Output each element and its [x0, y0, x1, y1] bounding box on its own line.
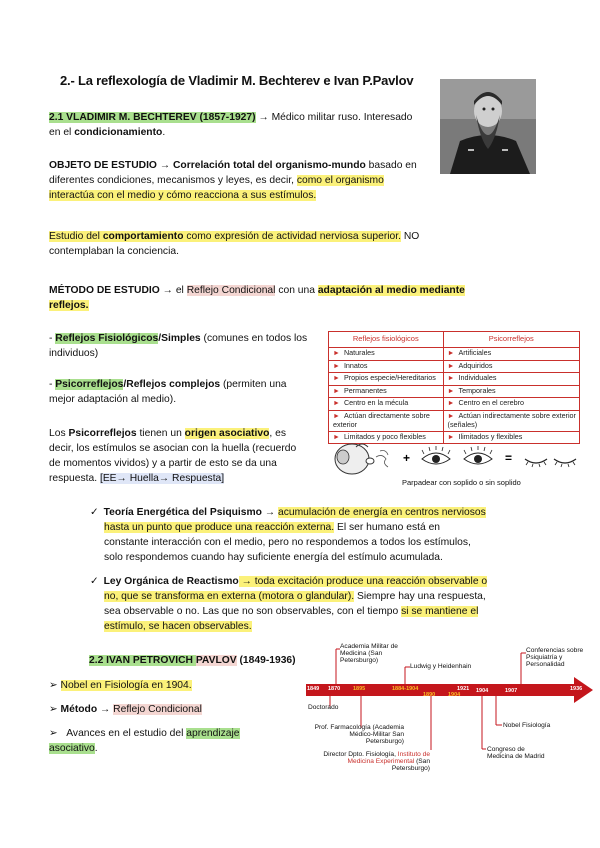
bechterev-portrait — [440, 79, 536, 174]
table-row — [329, 348, 580, 361]
timeline-year: 1904 — [448, 692, 461, 698]
timeline-prof: Prof. Farmacología (Academia Médico-Militar San Petersburgo) — [314, 724, 404, 746]
timeline-year: 1904 — [476, 688, 489, 694]
cell-psicorreflejo: ► Ilimitados y flexibles — [443, 431, 579, 444]
timeline-ludwig: Ludwig y Heidenhain — [410, 663, 472, 670]
table-row — [329, 398, 580, 411]
blink-illustration — [330, 437, 580, 489]
timeline-nobel: Nobel Fisiología — [503, 722, 551, 729]
bullet-arrow-icon: ➢ — [49, 728, 58, 739]
cell-psicorreflejo: ► Temporales — [443, 385, 579, 398]
illustration-caption: Parpadear con soplido o sin soplido — [402, 478, 521, 487]
pavlov-timeline — [306, 643, 594, 808]
origen-asociativo: Los Psicorreflejos tienen un origen asociativo, es decir, los estímulos se asocian con la huella (recuerdo de momentos vividos) y a partir de esto se da una respuesta. [EE→ Huella→ Respuesta] — [49, 428, 297, 484]
table-header-psicorreflejos: Psicorreflejos — [443, 332, 579, 348]
objeto-de-estudio: OBJETO DE ESTUDIO → Correlación total del organismo-mundo basado en diferentes condiciones, mecanismos y leyes, es decir, como el organismo interactúa con el medio y cómo reacciona a sus estímulos. — [49, 160, 417, 201]
cell-fisiologico: ► Centro en la mécula — [329, 398, 444, 411]
psicorreflejos: - Psicorreflejos/Reflejos complejos (permiten una mejor adaptación al medio). — [49, 379, 287, 405]
bullet-arrow-icon: ➢ — [49, 704, 58, 715]
table-row — [329, 385, 580, 398]
cell-psicorreflejo: ► Adquiridos — [443, 360, 579, 373]
comparison-table — [328, 331, 580, 444]
arrow-icon: ► — [447, 350, 455, 357]
arrow-icon: ► — [333, 412, 340, 420]
ley-organica-reactismo: ✓ Ley Orgánica de Reactismo → toda excitación produce una reacción observable o no, que se transforma en externa (motora o glandular). Siempre hay una respuesta, sea observable o no. Las que no son observables, con el tiempo si se mantiene el estímulo, se hacen observables. — [90, 576, 488, 632]
timeline-year: 1884-1904 — [392, 686, 419, 692]
table-row — [329, 360, 580, 373]
timeline-doctorado: Doctorado — [308, 704, 339, 711]
timeline-director: Director Dpto. Fisiología, Instituto de Medicina Experimental (San Petersburgo) — [323, 751, 430, 773]
reflex-drawing — [330, 437, 580, 479]
check-icon: ✓ — [90, 576, 99, 587]
timeline-year: 1936 — [570, 686, 583, 692]
plus-sign: + — [403, 451, 411, 465]
reflejos-fisiologicos: - Reflejos Fisiológicos/Simples (comunes en todos los individuos) — [49, 333, 308, 359]
table-row — [329, 410, 580, 431]
cell-psicorreflejo: ► Actúan indirectamente sobre exterior (señales) — [443, 410, 579, 431]
cell-psicorreflejo: ► Centro en el cerebro — [443, 398, 579, 411]
timeline-academia: Academia Militar de Medicina (San Petersburgo) — [340, 643, 398, 665]
table-header-fisiologicos: Reflejos fisiológicos — [329, 332, 444, 348]
cell-fisiologico: ► Permanentes — [329, 385, 444, 398]
cell-psicorreflejo: ► Individuales — [443, 373, 579, 386]
metodo-de-estudio: MÉTODO DE ESTUDIO → el Reflejo Condicional con una adaptación al medio mediante reflejos. — [49, 285, 465, 311]
check-icon: ✓ — [90, 507, 99, 518]
cell-psicorreflejo: ► Artificiales — [443, 348, 579, 361]
cell-fisiologico: ► Propios especie/Hereditarios — [329, 373, 444, 386]
bullet-arrow-icon: ➢ — [49, 680, 58, 691]
bechterev-intro: 2.1 VLADIMIR M. BECHTEREV (1857-1927) → Médico militar ruso. Interesado en el condicionamiento. — [49, 112, 413, 138]
cell-fisiologico: ► Naturales — [329, 348, 444, 361]
timeline-year: 1895 — [353, 686, 366, 692]
timeline-year: 1921 — [457, 686, 470, 692]
arrow-icon: ► — [333, 400, 340, 407]
timeline-year: 1907 — [505, 688, 518, 694]
arrow-icon: ► — [447, 400, 455, 407]
timeline-year: 1849 — [307, 686, 320, 692]
timeline-year: 1870 — [328, 686, 341, 692]
arrow-icon: ► — [333, 387, 340, 395]
arrow-icon: ► — [447, 433, 455, 441]
arrow-icon: ► — [333, 350, 340, 357]
arrow-icon: ► — [333, 375, 340, 382]
timeline-conferencias: Conferencias sobre Psiquiatría y Personalidad — [526, 647, 584, 669]
arrow-icon: ► — [447, 387, 455, 395]
arrow-icon: ► — [447, 375, 455, 382]
equals-sign: = — [505, 451, 513, 465]
cell-fisiologico: ► Limitados y poco flexibles — [329, 431, 444, 444]
teoria-energetica: ✓ Teoría Energética del Psiquismo → acumulación de energía en centros nerviosos hasta un punto que produce una reacción externa. El ser humano está en constante interacción con el medio, pero no respondemos a todos los estímulos, solo respondemos cuando hay suficiente energía del estímulo acumulada. — [90, 507, 486, 563]
page-title: 2.- La reflexología de Vladimir M. Bechterev e Ivan P.Pavlov — [60, 73, 414, 88]
cell-fisiologico: ► Actúan directamente sobre exterior — [329, 410, 444, 431]
cell-fisiologico: ► Innatos — [329, 360, 444, 373]
pavlov-bullets: ➢ Nobel en Fisiología en 1904. ➢ Método → Reflejo Condicional ➢ Avances en el estudio del aprendizaje asociativo. — [49, 680, 240, 754]
table-row — [329, 373, 580, 386]
bechterev-name: 2.1 VLADIMIR M. BECHTEREV (1857-1927) — [49, 112, 256, 123]
timeline-congreso: Congreso de Medicina de Madrid — [487, 746, 545, 761]
arrow-icon: ► — [447, 412, 455, 420]
pavlov-title: 2.2 IVAN PETROVICH PAVLOV (1849-1936) — [89, 655, 296, 666]
timeline-year: 1890 — [423, 692, 436, 698]
estudio-comportamiento: Estudio del comportamiento como expresión de actividad nerviosa superior. NO contemplaban la conciencia. — [49, 231, 420, 257]
arrow-icon: ► — [447, 362, 455, 370]
arrow-icon: ► — [333, 362, 340, 370]
arrow-icon: ► — [333, 433, 340, 441]
